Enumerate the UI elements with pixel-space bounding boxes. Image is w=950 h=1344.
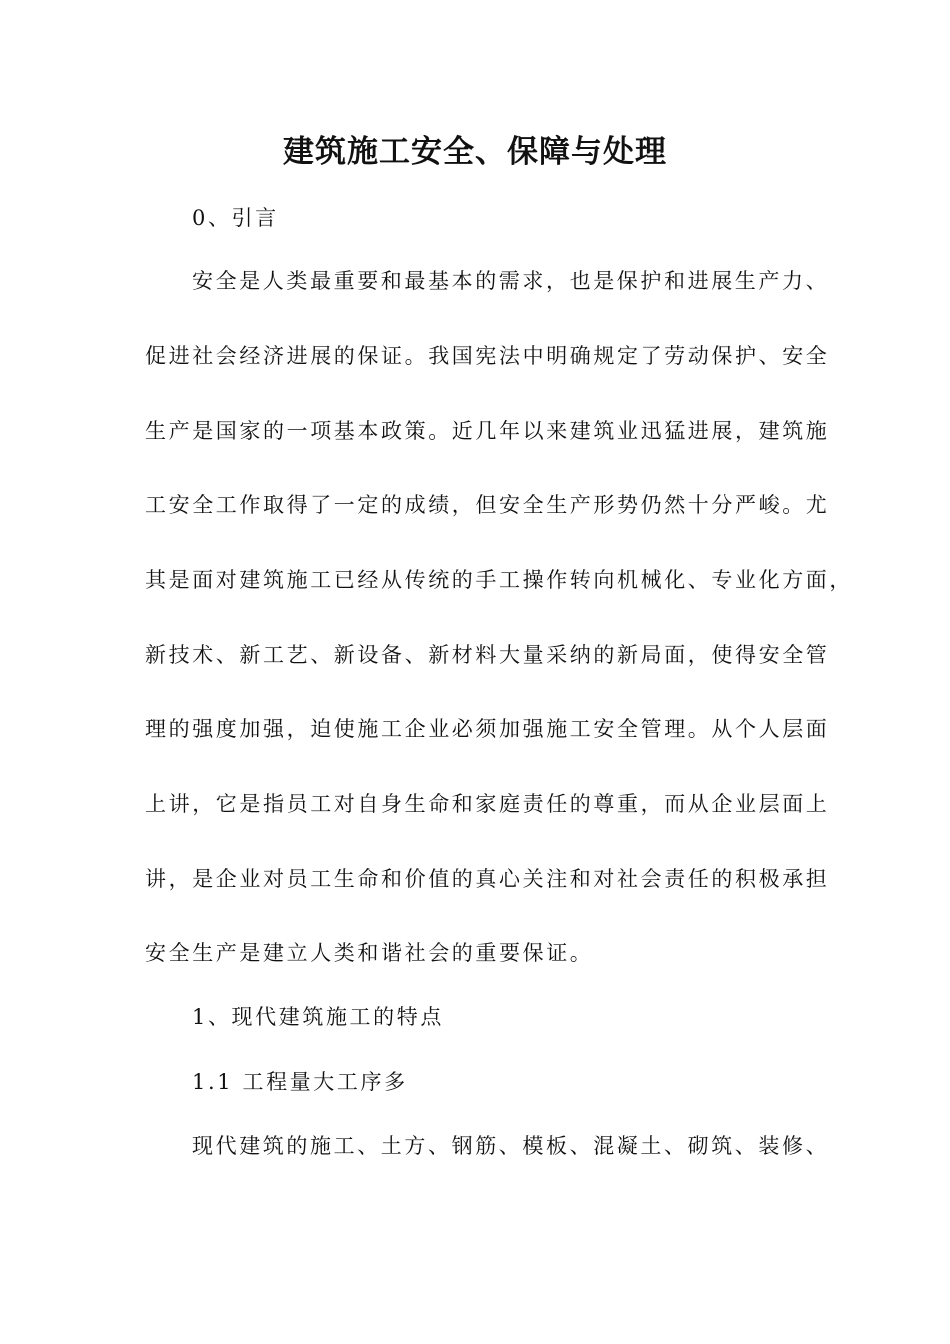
paragraph-line: 新技术、新工艺、新设备、新材料大量采纳的新局面，使得安全管 [145,643,830,667]
paragraph-line: 安全是人类最重要和最基本的需求，也是保护和进展生产力、 [192,269,830,293]
paragraph-line: 生产是国家的一项基本政策。近几年以来建筑业迅猛进展，建筑施 [145,419,830,443]
section-heading-intro: 0、引言 [192,206,279,230]
document-title: 建筑施工安全、保障与处理 [283,134,667,170]
paragraph-line: 安全生产是建立人类和谐社会的重要保证。 [145,941,594,965]
paragraph-line: 现代建筑的施工、土方、钢筋、模板、混凝土、砌筑、装修、 [192,1134,830,1158]
section-heading: 1、现代建筑施工的特点 [192,1005,444,1029]
paragraph-line: 理的强度加强，迫使施工企业必须加强施工安全管理。从个人层面 [145,717,830,741]
paragraph-line: 工安全工作取得了一定的成绩，但安全生产形势仍然十分严峻。尤 [145,493,830,517]
paragraph-line: 其是面对建筑施工已经从传统的手工操作转向机械化、专业化方面， [145,568,853,592]
paragraph-line: 促进社会经济进展的保证。我国宪法中明确规定了劳动保护、安全 [145,344,830,368]
paragraph-line: 讲，是企业对员工生命和价值的真心关注和对社会责任的积极承担 [145,867,830,891]
paragraph-line: 上讲，它是指员工对自身生命和家庭责任的尊重，而从企业层面上 [145,792,830,816]
subsection-heading: 1.1 工程量大工序多 [192,1070,408,1094]
